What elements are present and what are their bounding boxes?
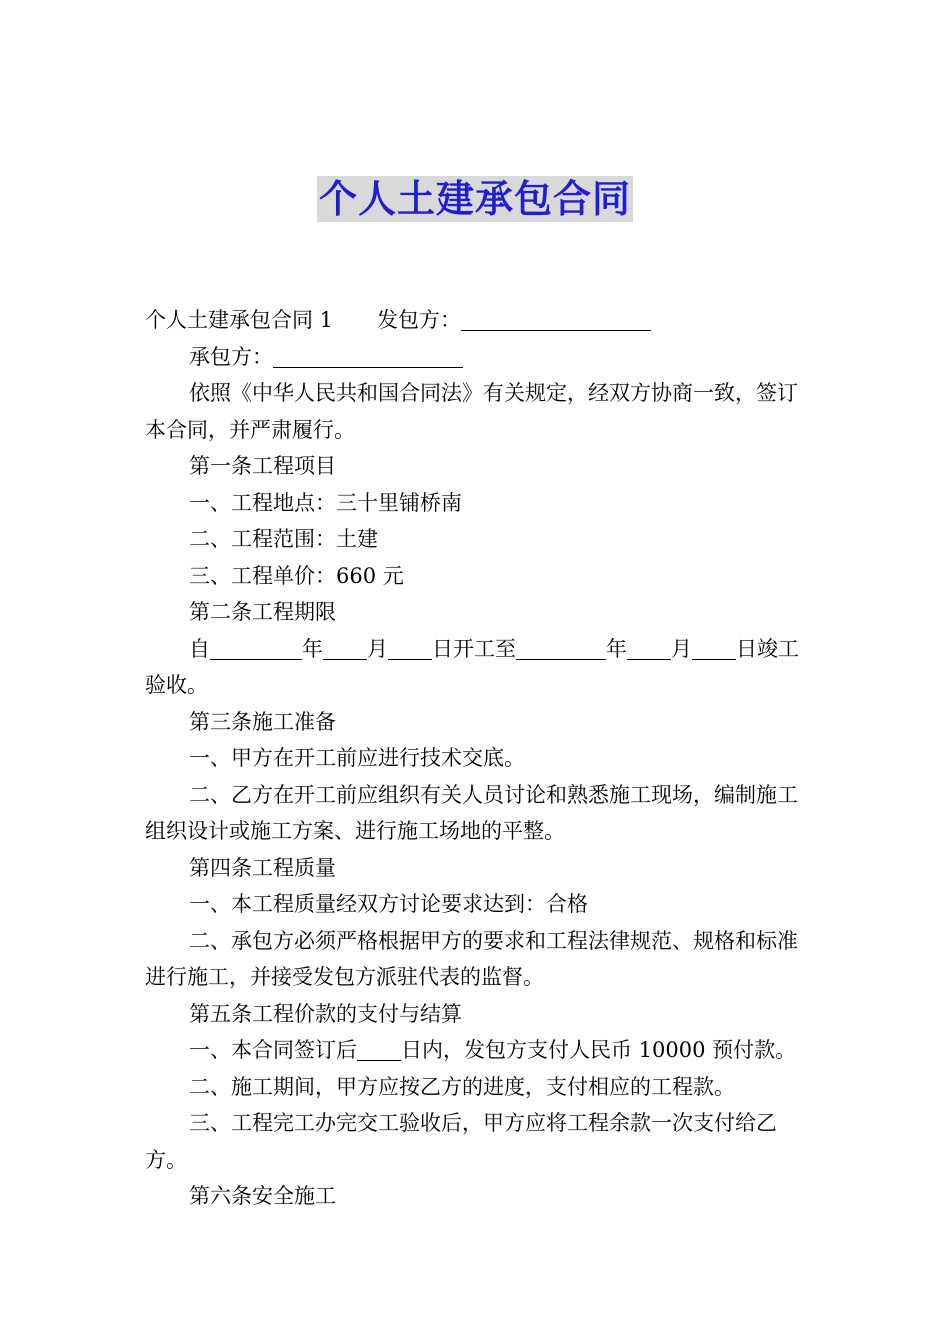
- article-5-item-1: [145, 1032, 810, 1069]
- article-1-item-2: 二、工程范围：土建: [189, 527, 378, 551]
- article-1-title: 第一条工程项目: [189, 454, 336, 478]
- issuer-label: 发包方：: [377, 308, 462, 332]
- issuer-blank: [461, 304, 651, 331]
- payment-prefix: 一、本合同签订后: [189, 1038, 357, 1062]
- period-month-label-2: 月: [671, 636, 692, 661]
- contractor-label: 承包方：: [189, 344, 273, 369]
- period-month-label: 月: [367, 636, 388, 661]
- article-4-item-2: 二、承包方必须严格根据甲方的要求和工程法律规范、规格和标准进行施工，并接受发包方派驻代表的监督。: [145, 928, 798, 989]
- intro-paragraph: 依照《中华人民共和国合同法》有关规定，经双方协商一致，签订本合同，并严肃履行。: [145, 381, 798, 442]
- start-month-blank: [323, 633, 367, 660]
- article-3-title: 第三条施工准备: [189, 709, 336, 734]
- article-5-item-2: 二、施工期间，甲方应按乙方的进度，支付相应的工程款。: [189, 1074, 735, 1099]
- period-from: 自: [189, 636, 210, 661]
- period-end-tail: 日竣工验收。: [145, 636, 799, 697]
- document-body: [145, 302, 810, 1215]
- period-year-label-2: 年: [606, 636, 627, 661]
- article-3-item-2: 二、乙方在开工前应组织有关人员讨论和熟悉施工现场，编制施工组织设计或施工方案、进行施工场地的平整。: [145, 782, 798, 843]
- article-4-title: 第四条工程质量: [189, 855, 336, 880]
- article-4-item-1: 一、本工程质量经双方讨论要求达到：合格: [189, 892, 588, 916]
- article-6-title: 第六条安全施工: [189, 1184, 336, 1208]
- contract-heading: 个人土建承包合同 1: [145, 308, 334, 332]
- article-2-period: [145, 631, 810, 704]
- contractor-blank: [273, 341, 463, 368]
- end-day-blank: [692, 633, 736, 660]
- article-1-item-1: 一、工程地点：三十里铺桥南: [189, 490, 462, 515]
- article-1-item-3: 三、工程单价：660 元: [189, 563, 404, 588]
- start-day-blank: [388, 633, 432, 660]
- header-line: [145, 302, 810, 339]
- period-start-tail: 日开工至: [432, 636, 516, 661]
- document-title: 个人土建承包合同: [318, 177, 631, 221]
- end-month-blank: [627, 633, 671, 660]
- article-2-title: 第二条工程期限: [189, 600, 336, 624]
- start-year-blank: [210, 633, 302, 660]
- end-year-blank: [516, 633, 606, 660]
- payment-suffix: 日内，发包方支付人民币 10000 预付款。: [401, 1038, 797, 1062]
- contractor-line: [145, 339, 810, 376]
- title-container: [0, 176, 950, 222]
- article-3-item-1: 一、甲方在开工前应进行技术交底。: [189, 746, 525, 770]
- period-year-label: 年: [302, 636, 323, 661]
- article-5-item-3: 三、工程完工办完交工验收后，甲方应将工程余款一次支付给乙方。: [145, 1111, 777, 1172]
- payment-days-blank: [357, 1034, 401, 1061]
- article-5-title: 第五条工程价款的支付与结算: [189, 1001, 462, 1026]
